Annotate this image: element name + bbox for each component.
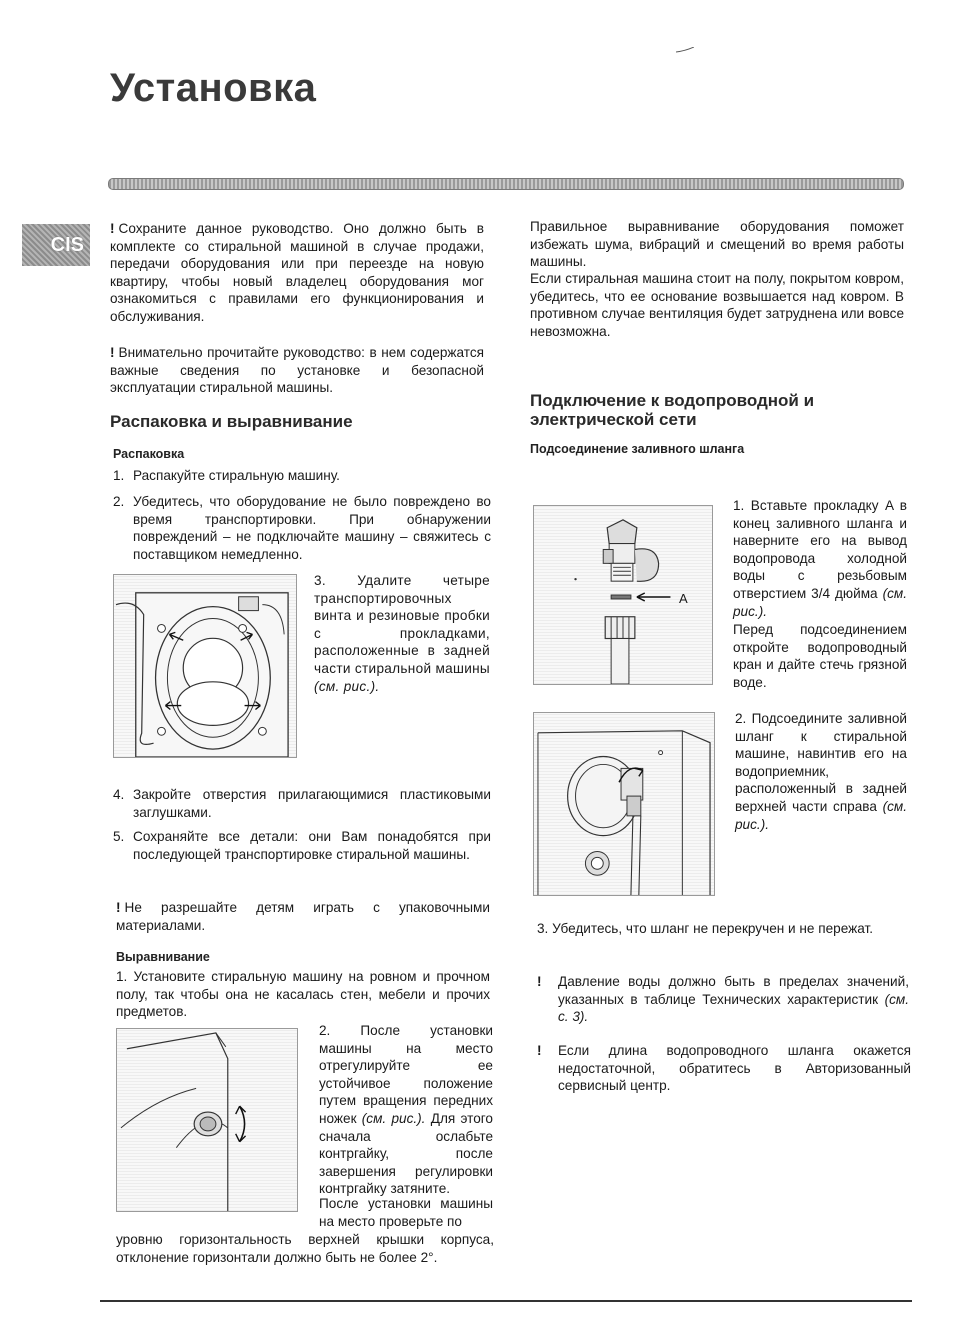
list-item-1: 1. Распакуйте стиральную машину. — [113, 468, 340, 483]
section-unpack-level: Распаковка и выравнивание — [110, 412, 353, 431]
foot-illustration — [117, 1029, 297, 1211]
header-rule — [108, 178, 904, 190]
warning-pressure: ! Давление воды должно быть в пределах значений, указанных в таблице Технических характеристик (см. с. 3). — [537, 974, 910, 1025]
warning-icon: ! — [537, 1043, 542, 1058]
warning-read-manual: ! Внимательно прочитайте руководство: в нем содержатся важные сведения по установке и безопасной эксплуатации стиральной машины. — [110, 345, 484, 396]
warning-icon: ! — [110, 345, 115, 360]
page-title: Установка — [110, 66, 317, 110]
warning-children: ! Не разрешайте детям играть с упаковочными материалами. — [116, 900, 490, 933]
list-item-3: 3. Удалите четыре транспортировочных винта и резиновые пробки с прокладками, расположенные в задней части стиральной машины (см. рис.). — [314, 573, 490, 694]
warning-icon: ! — [537, 974, 542, 989]
pen-mark-icon — [676, 40, 694, 46]
hose-step-2: 2. Подсоедините заливной шланг к стиральной машине, навинтив его на водоприемник, расположенный в задней верхней части справа (см. рис.). — [735, 711, 907, 832]
figure-hose-inlet — [533, 712, 715, 896]
subheading-unpack: Распаковка — [113, 447, 185, 461]
list-item-5: 5. Сохраняйте все детали: они Вам понадобятся при последующей транспортировке стиральной машины. — [113, 829, 491, 862]
figure-leveling-foot — [116, 1028, 298, 1212]
level-step-1: 1. Установите стиральную машину на ровном и прочном полу, так чтобы она не касалась стен, мебели и прочих предметов. — [116, 969, 490, 1020]
figure-label-a: A — [679, 591, 688, 606]
washer-back-illustration — [114, 575, 296, 757]
list-item-4: 4. Закройте отверстия прилагающимися пластиковыми заглушками. — [113, 787, 491, 820]
hose-step-1-note: Перед подсоединением откройте водопроводный кран и дайте стечь грязной воде. — [733, 622, 907, 690]
intro-carpet: Если стиральная машина стоит на полу, покрытом ковром, убедитесь, что ее основание возвышается над ковром. В противном случае вентиляция будет затруднена или вовсе невозможна. — [530, 271, 904, 339]
list-item-2: 2. Убедитесь, что оборудование не было повреждено во время транспортировки. При обнаружении повреждений – не подключайте машину – свяжитесь с поставщиком немедленно. — [113, 494, 491, 562]
figure-transport-bolts — [113, 574, 297, 758]
warning-hose-length: ! Если длина водопроводного шланга окажется недостаточной, обратитесь в Авторизованный сервисный центр. — [537, 1043, 911, 1094]
section-connection: Подключение к водопроводной и электрической сети — [530, 391, 815, 429]
subheading-hose: Подсоединение заливного шланга — [530, 442, 745, 456]
level-step-2: 2. После установки машины на место отрегулируйте ее устойчивое положение путем вращения передних ножек (см. рис.). Для этого сначала ослабьте контргайку, после завершения регулировки контргайку затяните. — [319, 1023, 493, 1197]
hose-step-3: 3. Убедитесь, что шланг не перекручен и не пережат. — [537, 921, 873, 936]
footer-rule — [100, 1300, 912, 1302]
inlet-illustration — [534, 713, 714, 895]
warning-icon: ! — [110, 221, 115, 236]
warning-keep-manual: ! Сохраните данное руководство. Оно должно быть в комплекте со стиральной машиной в случае продажи, передачи оборудования или при переезде на новую квартиру, чтобы новый владелец оборудования мог ознакомиться с правилами его функционирования и обслуживания. — [110, 221, 484, 324]
subheading-level: Выравнивание — [116, 950, 210, 964]
hose-step-1: 1. Вставьте прокладку A в конец заливного шланга и наверните его на вывод водопровода холодной воды с резьбовым отверстием 3/4 дюйма (см. рис.). — [733, 498, 907, 619]
region-tab: CIS — [22, 224, 90, 266]
level-step-3-end: уровню горизонтальность верхней крышки корпуса, отклонение горизонтали должно быть не более 2°. — [116, 1232, 494, 1265]
intro-leveling: Правильное выравнивание оборудования поможет избежать шума, вибраций и смещений во время работы машины. — [530, 219, 904, 270]
warning-icon: ! — [116, 900, 121, 915]
level-step-3-start: После установки машины на место проверьте по — [319, 1196, 493, 1229]
